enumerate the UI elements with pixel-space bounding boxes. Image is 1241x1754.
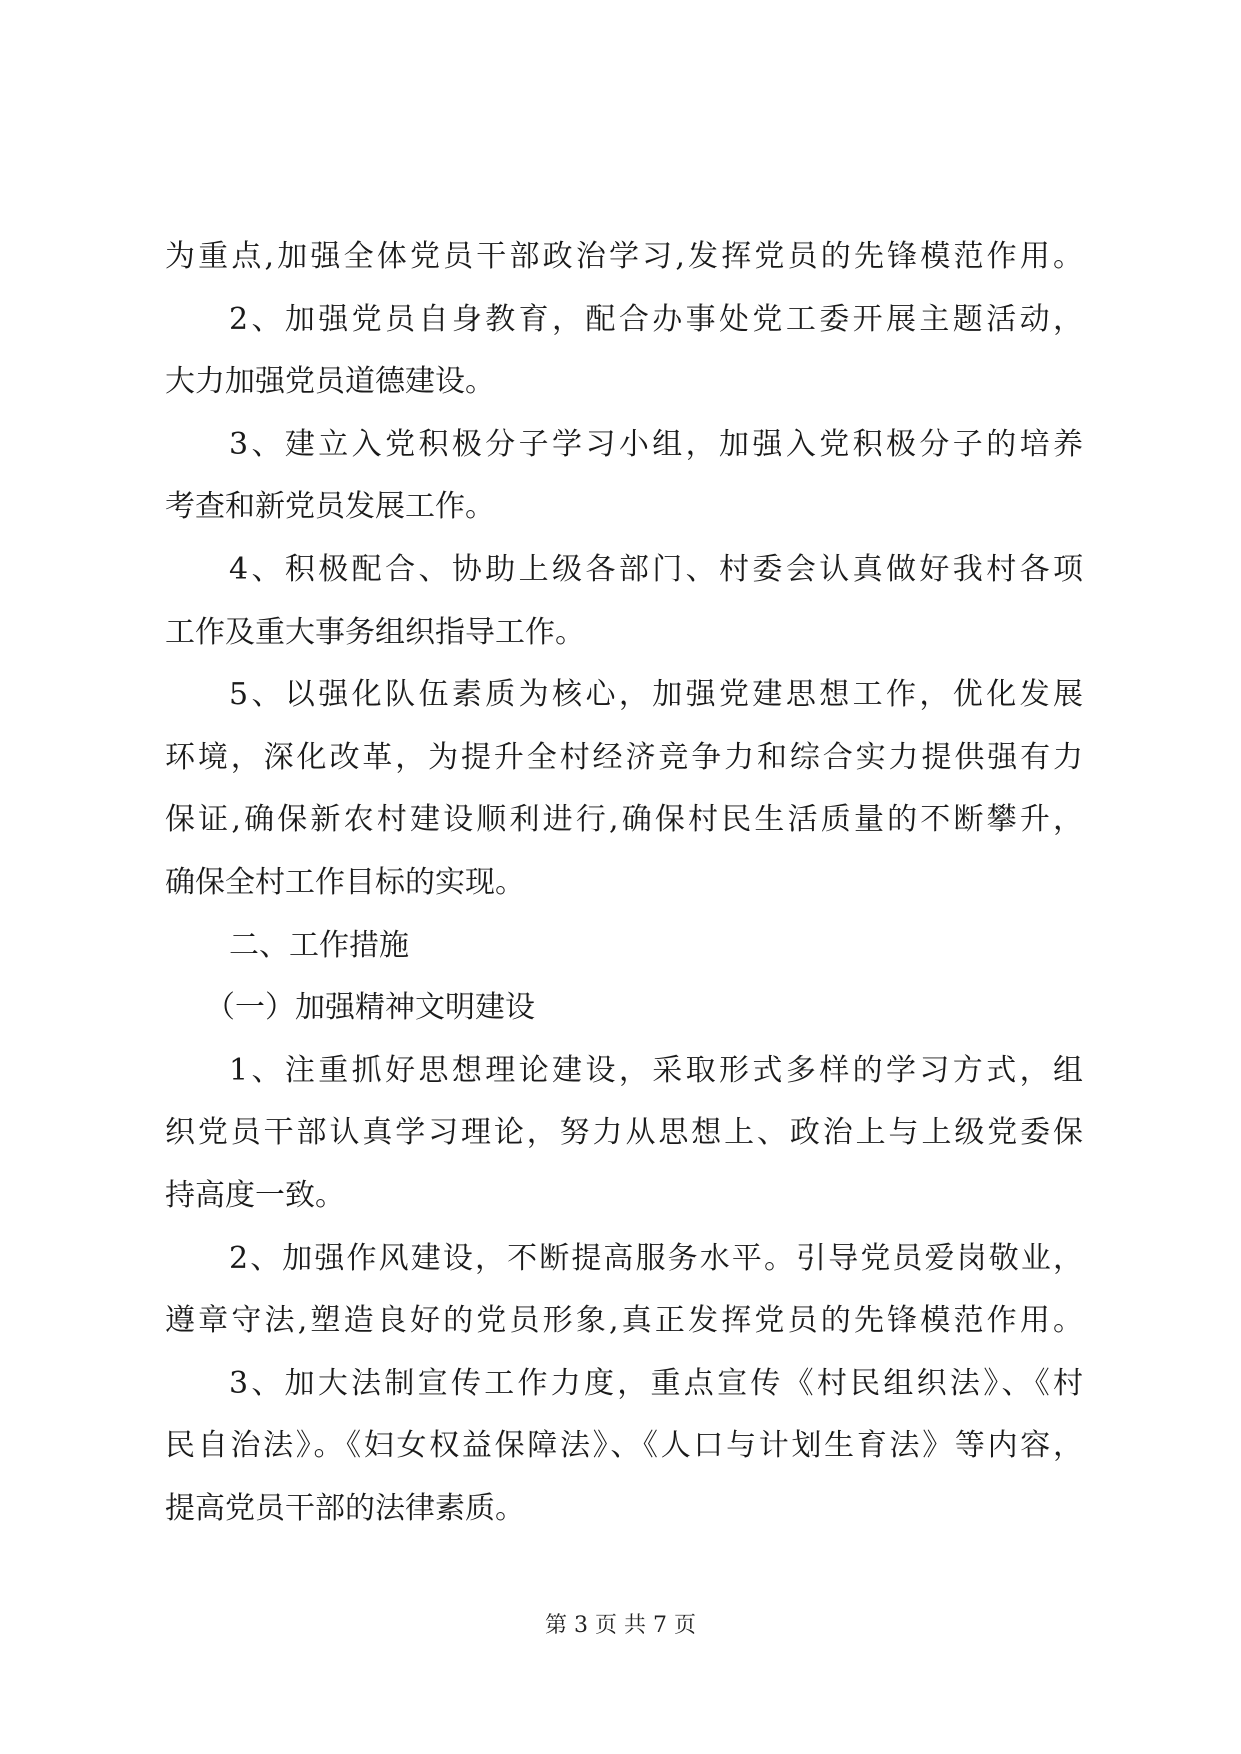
text-line: 持高度一致。 [165, 1177, 345, 1213]
section-heading: 二、工作措施 [229, 927, 409, 963]
text-line: 环境，深化改革，为提升全村经济竞争力和综合实力提供强有力 [165, 739, 1083, 775]
text-line: 考查和新党员发展工作。 [165, 489, 495, 525]
subsection-heading: （一）加强精神文明建设 [205, 990, 535, 1026]
document-body [165, 226, 1083, 1540]
text-line: 工作及重大事务组织指导工作。 [165, 614, 585, 650]
text-line: 2、加强党员自身教育，配合办事处党工委开展主题活动， [229, 301, 1083, 337]
text-line: 保证,确保新农村建设顺利进行,确保村民生活质量的不断攀升， [165, 802, 1083, 838]
text-line: 遵章守法,塑造良好的党员形象,真正发挥党员的先锋模范作用。 [165, 1303, 1083, 1339]
text-line: 5、以强化队伍素质为核心，加强党建思想工作，优化发展 [229, 677, 1083, 713]
text-line: 为重点,加强全体党员干部政治学习,发挥党员的先锋模范作用。 [165, 239, 1083, 274]
text-line: 确保全村工作目标的实现。 [165, 864, 525, 900]
text-line: 2、加强作风建设，不断提高服务水平。引导党员爱岗敬业， [229, 1240, 1083, 1276]
page-number-footer: 第 3 页 共 7 页 [545, 1613, 696, 1638]
text-line: 4、积极配合、协助上级各部门、村委会认真做好我村各项 [229, 551, 1083, 587]
text-line: 民自治法》。《妇女权益保障法》、《人口与计划生育法》等内容， [165, 1428, 1083, 1464]
text-line: 大力加强党员道德建设。 [165, 364, 495, 400]
text-line: 3、建立入党积极分子学习小组，加强入党积极分子的培养 [229, 426, 1083, 462]
text-line: 3、加大法制宣传工作力度，重点宣传《村民组织法》、《村 [229, 1365, 1083, 1401]
text-line: 1、注重抓好思想理论建设，采取形式多样的学习方式，组 [229, 1052, 1083, 1088]
text-line: 织党员干部认真学习理论，努力从思想上、政治上与上级党委保 [165, 1115, 1083, 1151]
text-line: 提高党员干部的法律素质。 [165, 1490, 525, 1526]
